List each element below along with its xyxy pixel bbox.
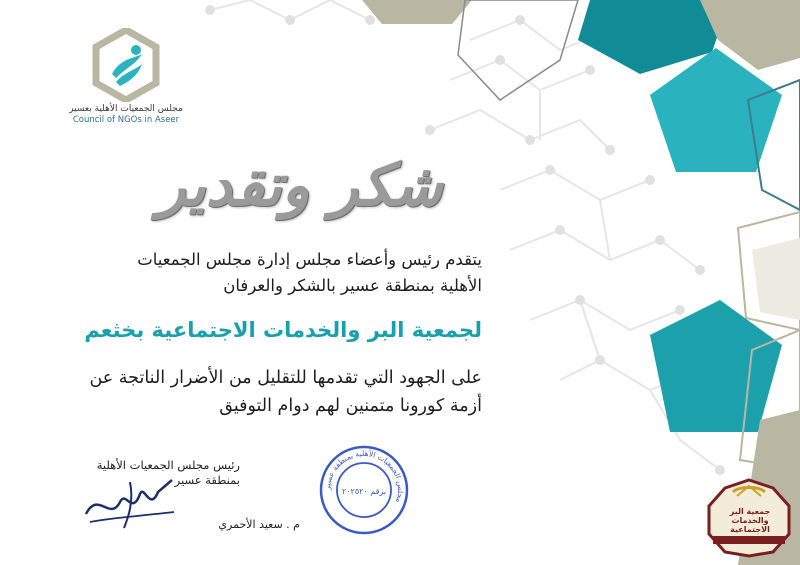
council-name-ar: مجلس الجمعيات الأهلية بعسير <box>69 104 183 114</box>
intro-line-2: الأهلية بمنطقة عسير بالشكر والعرفان <box>223 276 482 295</box>
association-logo-text <box>726 507 774 543</box>
reason-line-2: أزمة كورونا متمنين لهم دوام التوفيق <box>219 396 482 416</box>
stamp-center-text: برقم ٢٠٢٥٢٠ <box>341 487 387 496</box>
signer-title-line-1: رئيس مجلس الجمعيات الأهلية <box>96 458 240 472</box>
association-logo-line-1: جمعية البر <box>729 507 771 516</box>
council-logo <box>66 28 186 125</box>
certificate-title: شكر وتقدير <box>157 151 443 219</box>
ngo-council-hexagon-icon <box>92 28 160 102</box>
intro-line-1: يتقدم رئيس وأعضاء مجلس إدارة مجلس الجمعيات <box>137 250 482 269</box>
stamp-ring-text: مجلس الجمعيات الأهلية بمنطقة عسير <box>322 448 406 504</box>
association-logo-line-3: بخثعم <box>738 534 762 543</box>
signer-title-line-2: بمنطقة عسير <box>174 473 240 487</box>
official-stamp <box>318 444 410 536</box>
council-name-en: Council of NGOs in Aseer <box>72 115 180 125</box>
reason-line-1: على الجهود التي تقدمها للتقليل من الأضرار الناتجة عن <box>89 368 482 388</box>
recipient-name: لجمعية البر والخدمات الاجتماعية بخثعم <box>84 318 482 342</box>
signer-name: م . سعيد الأحمري <box>218 518 300 531</box>
association-logo-line-2: والخدمات الاجتماعية <box>730 516 770 534</box>
